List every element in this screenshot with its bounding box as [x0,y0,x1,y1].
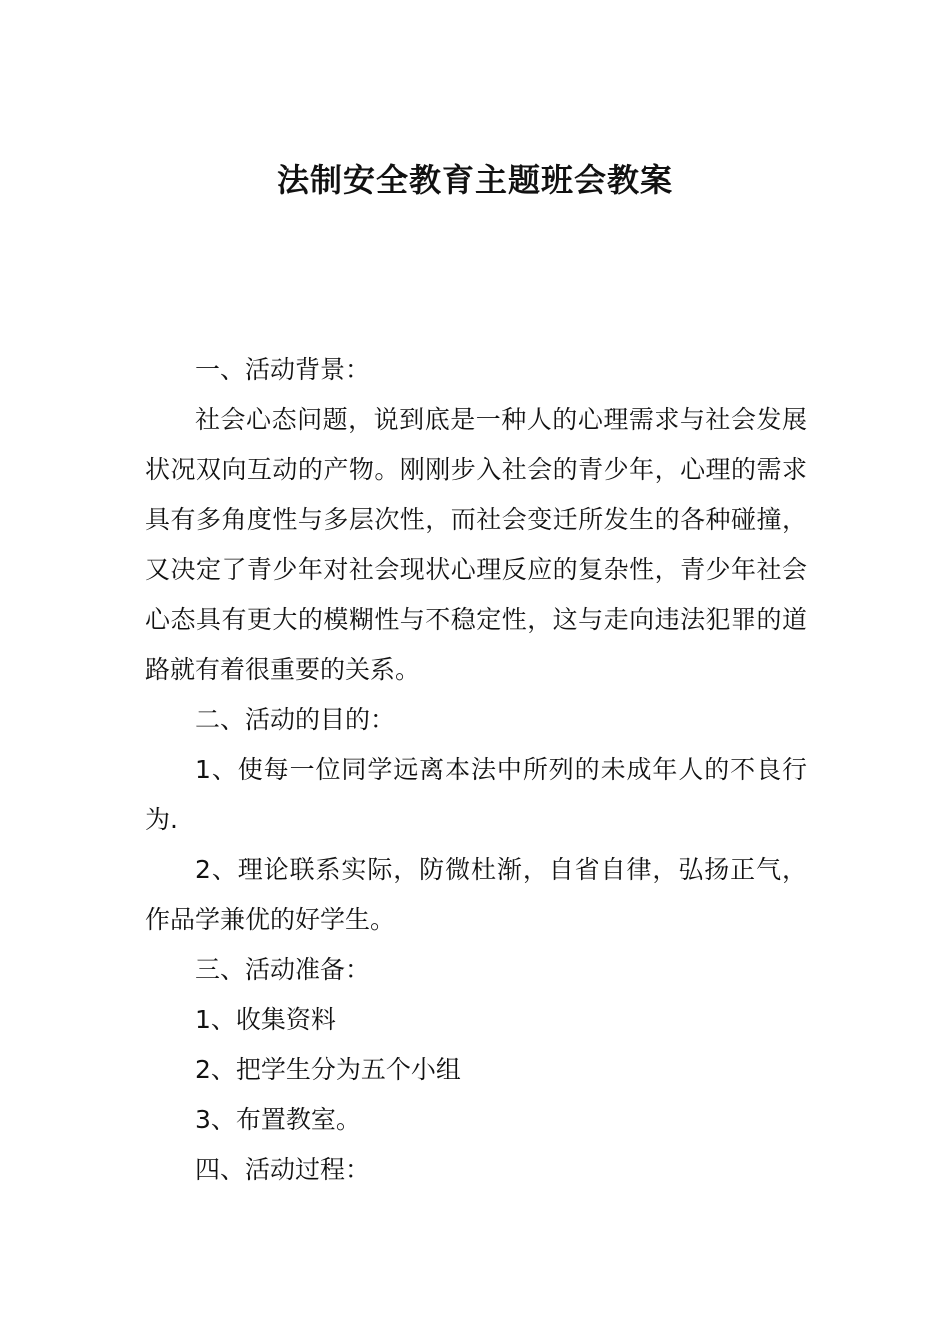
purpose-item-1: 1、使每一位同学远离本法中所列的未成年人的不良行为. [145,755,807,834]
preparation-item-1: 1、收集资料 [195,1005,336,1034]
document-body [145,345,807,1195]
preparation-item-2: 2、把学生分为五个小组 [195,1055,461,1084]
section-heading-background: 一、活动背景： [195,355,371,384]
section-heading-process: 四、活动过程： [195,1155,371,1184]
purpose-item-2: 2、理论联系实际，防微杜渐，自省自律，弘扬正气，作品学兼优的好学生。 [145,855,807,934]
document-title: 法制安全教育主题班会教案 [276,161,673,199]
paragraph-background: 社会心态问题，说到底是一种人的心理需求与社会发展状况双向互动的产物。刚刚步入社会的青少年，心理的需求具有多角度性与多层次性，而社会变迁所发生的各种碰撞，又决定了青少年对社会现状心理反应的复杂性，青少年社会心态具有更大的模糊性与不稳定性，这与走向违法犯罪的道路就有着很重要的关系。 [145,405,807,684]
section-heading-preparation: 三、活动准备： [195,955,371,984]
section-heading-purpose: 二、活动的目的： [195,705,396,734]
preparation-item-3: 3、布置教室。 [195,1105,361,1134]
